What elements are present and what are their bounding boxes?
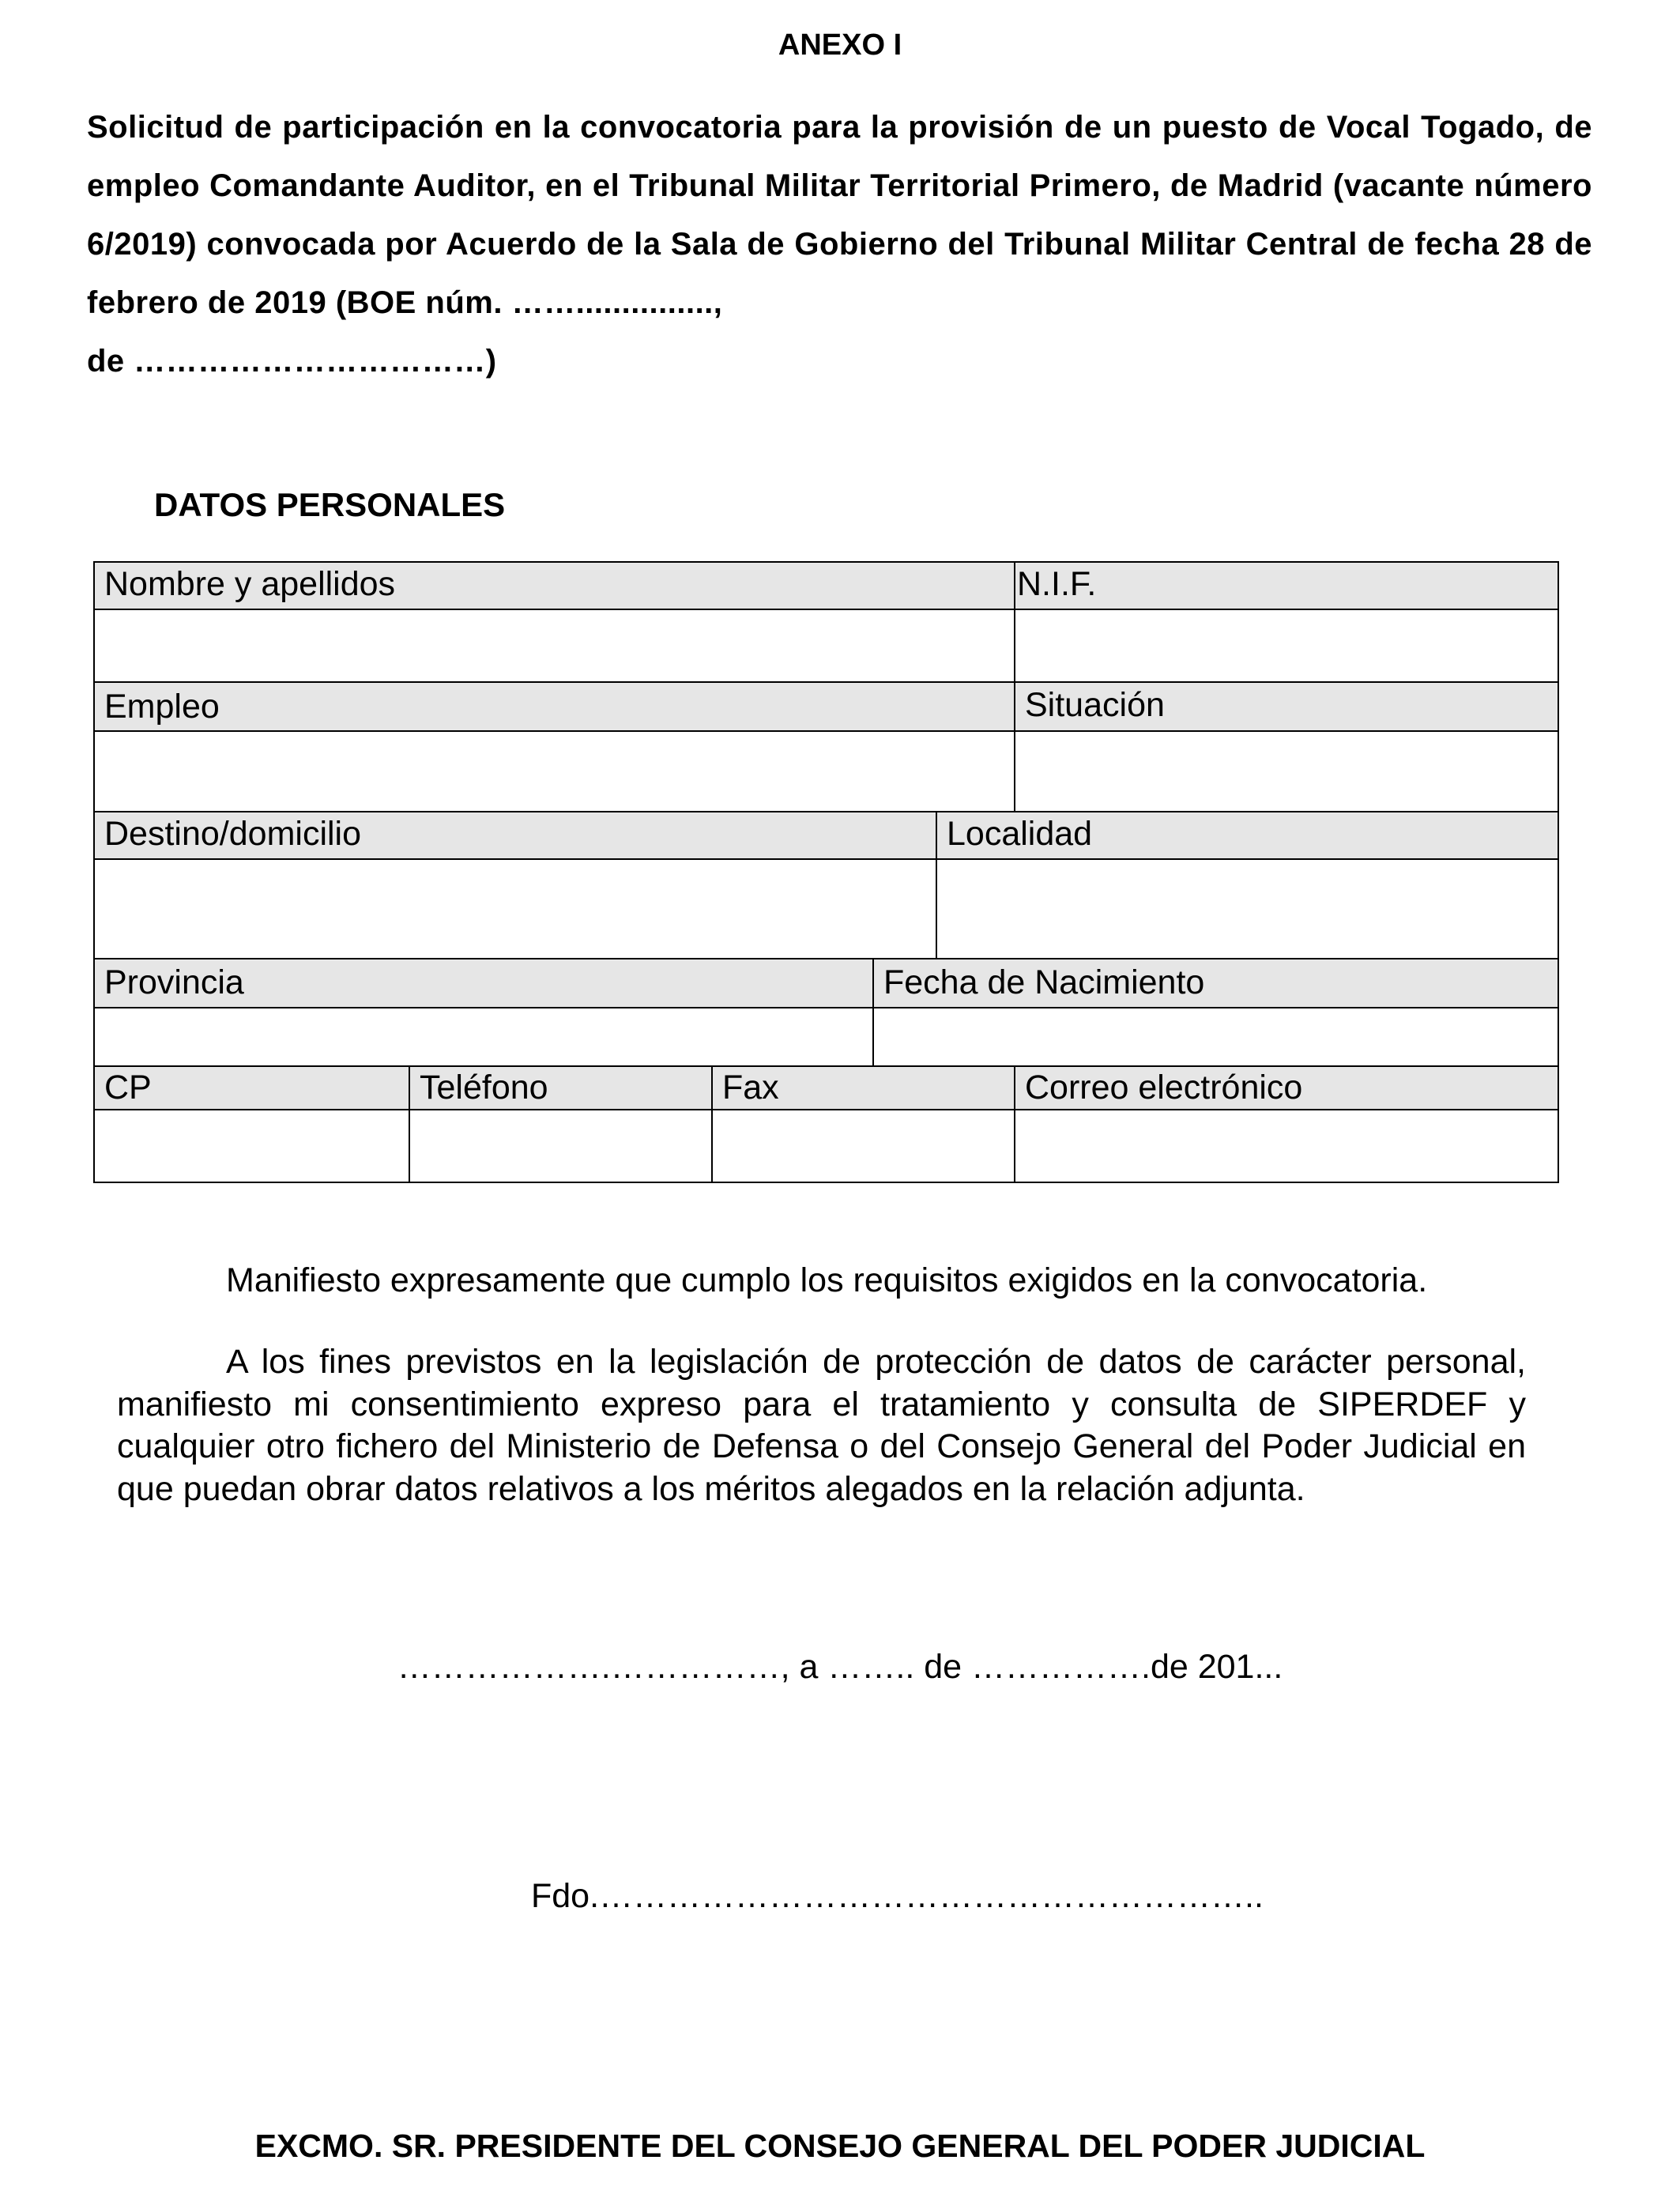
label-correo-electronico: Correo electrónico [1014,1065,1559,1110]
field-provincia[interactable] [93,1007,874,1067]
label-destino-domicilio: Destino/domicilio [93,811,937,860]
label-nombre-apellidos: Nombre y apellidos [93,561,1015,610]
field-nif[interactable] [1014,609,1559,683]
field-telefono[interactable] [409,1109,713,1183]
label-cp: CP [93,1065,410,1110]
field-fecha-nacimiento[interactable] [872,1007,1559,1067]
intro-line: de ……………………………) [87,344,497,379]
field-fax[interactable] [711,1109,1015,1183]
field-empleo[interactable] [93,730,1015,812]
application-intro [87,98,1592,390]
label-situacion: Situación [1014,681,1559,732]
field-localidad[interactable] [936,858,1559,959]
personal-data-table [93,561,1559,1191]
addressee: EXCMO. SR. PRESIDENTE DEL CONSEJO GENERAL DEL PODER JUDICIAL [254,2128,1426,2164]
field-nombre-apellidos[interactable] [93,609,1015,683]
label-fecha-nacimiento: Fecha de Nacimiento [872,958,1559,1008]
document-title: ANEXO I [778,28,902,62]
intro-line: Solicitud de participación en la convocatoria para la provisión de un puesto de Vocal [87,110,1411,145]
field-destino-domicilio[interactable] [93,858,937,959]
requirements-declaration: Manifiesto expresamente que cumplo los requisitos exigidos en la convocatoria. [226,1261,1428,1299]
field-correo-electronico[interactable] [1014,1109,1559,1183]
field-situacion[interactable] [1014,730,1559,812]
intro-line: Togado, de empleo Comandante Auditor, en el Tribunal Militar Territorial Primero, de [87,110,1592,203]
label-fax: Fax [711,1065,1015,1110]
label-empleo: Empleo [93,681,1015,732]
label-provincia: Provincia [93,958,874,1008]
data-protection-consent: A los fines previstos en la legislación de protección de datos de carácter personal, manifiesto mi consentimiento expreso para el tratamiento y consulta de SIPERDEF y cualquier otro fichero del Ministerio de Defensa o del Consejo General del Poder Judicial en que puedan obrar datos relativos a los méritos alegados en la relación adjunta. [117,1343,1526,1508]
label-nif: N.I.F. [1014,561,1559,610]
label-localidad: Localidad [936,811,1559,860]
field-cp[interactable] [93,1109,410,1183]
signature-line: Fdo.………………………………………………….. [531,1877,1264,1915]
label-telefono: Teléfono [409,1065,713,1110]
place-date-line: ……………….……………, a …….. de …………….de 201... [397,1648,1283,1686]
section-heading-personal-data: DATOS PERSONALES [154,486,506,523]
intro-line: Tribunal Militar Central de fecha 28 de febrero de 2019 (BOE núm. ……..............., [87,227,1592,320]
intro-line: Madrid (vacante número 6/2019) convocada por Acuerdo de la Sala de Gobierno del [87,168,1592,262]
